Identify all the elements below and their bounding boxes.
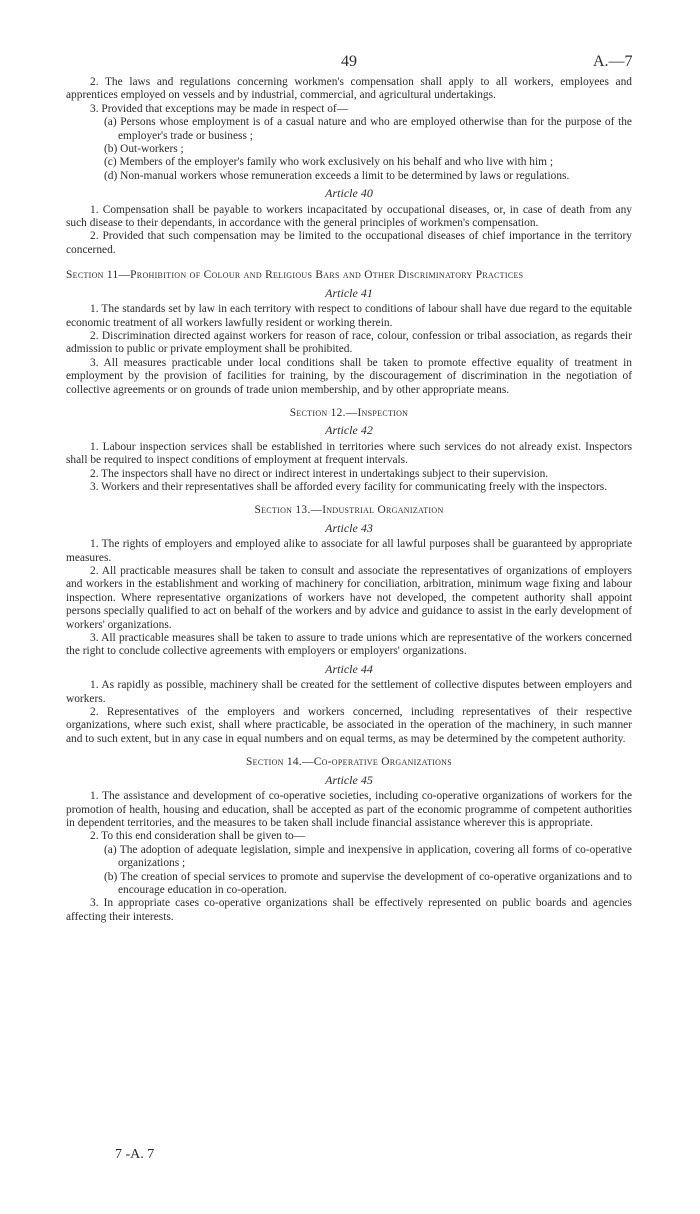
list-item: (a) Persons whose employment is of a casual nature and who are employed otherwise than for the purpose of the employer's trade or business ; xyxy=(104,116,632,142)
list-item: (a) The adoption of adequate legislation, simple and inexpensive in application, covering all forms of co-operative organizations ; xyxy=(104,843,632,870)
paragraph: 2. The inspectors shall have no direct or indirect interest in undertakings subject to their supervision. xyxy=(90,467,549,480)
list-item: (b) Out-workers ; xyxy=(104,143,184,156)
document-reference: A.—7 xyxy=(593,53,633,70)
paragraph: 1. The rights of employers and employed alike to associate for all lawful purposes shall be guaranteed by appropriate measures. xyxy=(66,538,632,564)
list-item: (b) The creation of special services to promote and supervise the development of co-operative organizations and to encourage education in co-operation. xyxy=(104,870,632,896)
paragraph: 2. To this end consideration shall be given to— xyxy=(90,830,306,843)
paragraph: 3. All measures practicable under local conditions shall be taken to promote effective equality of treatment in employment by the provision of facilities for training, by the discouragement of discrimination in the negotiation of collective agreements or on grounds of trade union membership, and by other appropriate means. xyxy=(66,356,632,396)
section-heading: Section 14.—Co-operative Organizations xyxy=(246,756,452,769)
article-heading: Article 43 xyxy=(325,520,373,535)
article-heading: Article 44 xyxy=(325,661,373,676)
document-body xyxy=(66,76,632,924)
paragraph: 2. Representatives of the employers and workers concerned, including representatives of their respective organizations, where such exist, shall where practicable, be associated in the operation of the machinery, in such manner and to such extent, but in any case in equal numbers and on equal terms, as may be determined by the competent authority. xyxy=(66,706,632,745)
paragraph: 1. As rapidly as possible, machinery shall be created for the settlement of collective disputes between employers and workers. xyxy=(66,679,632,705)
sheet-mark: 7 -A. 7 xyxy=(115,1147,155,1162)
section-heading: Section 13.—Industrial Organization xyxy=(254,504,444,517)
paragraph: 1. The assistance and development of co-operative societies, including co-operative organizations of workers for the promotion of health, housing and education, shall be accepted as part of the economic programme of competent authorities in dependent territories, and the measures to be taken shall include financial assistance wherever this is appropriate. xyxy=(66,790,632,829)
paragraph: 3. All practicable measures shall be taken to assure to trade unions which are representative of the workers concerned the right to conclude collective agreements with employers or employers' organizations. xyxy=(66,632,632,658)
paragraph: 2. Discrimination directed against workers for reason of race, colour, confession or tribal association, as regards their admission to public or private employment shall be prohibited. xyxy=(66,329,632,356)
article-heading: Article 42 xyxy=(325,423,373,438)
paragraph: 1. Compensation shall be payable to workers incapacitated by occupational diseases, or, in case of death from any such disease to their dependants, in accordance with the general principles of workmen's compensation. xyxy=(66,203,632,230)
paragraph: 3. Workers and their representatives shall be afforded every facility for communicating freely with the inspectors. xyxy=(90,480,608,493)
list-item: (d) Non-manual workers whose remuneration exceeds a limit to be determined by laws or regulations. xyxy=(104,169,570,182)
paragraph: 1. Labour inspection services shall be established in territories where such services do not already exist. Inspectors shall be required to inspect conditions of employment at frequent intervals. xyxy=(66,440,632,467)
section-heading: Section 12.—Inspection xyxy=(289,406,409,419)
paragraph: 3. Provided that exceptions may be made in respect of— xyxy=(90,102,349,115)
page-number: 49 xyxy=(341,53,357,70)
article-heading: Article 40 xyxy=(325,186,373,201)
paragraph: 2. All practicable measures shall be taken to consult and associate the representatives of organizations of employers and workers in the establishment and working of machinery for conciliation, arbitration, minimum wage fixing and labour inspection. Where representative organizations of workers have not developed, the competent authority shall appoint persons specially qualified to act on behalf of the workers and by advice and guidance to assist in the early development of workers' organizations. xyxy=(66,565,632,631)
paragraph: 2. Provided that such compensation may be limited to the occupational diseases of chief importance in the territory concerned. xyxy=(66,230,632,256)
list-item: (c) Members of the employer's family who work exclusively on his behalf and who live with him ; xyxy=(104,156,554,169)
paragraph: 3. In appropriate cases co-operative organizations shall be effectively represented on public boards and agencies affecting their interests. xyxy=(66,897,632,923)
paragraph: 1. The standards set by law in each territory with respect to conditions of labour shall have due regard to the equitable economic treatment of all workers lawfully resident or working therein. xyxy=(66,303,632,329)
article-heading: Article 45 xyxy=(325,772,373,787)
section-heading: Section 11—Prohibition of Colour and Religious Bars and Other Discriminatory Practices xyxy=(66,269,524,282)
article-heading: Article 41 xyxy=(325,285,373,300)
paragraph: 2. The laws and regulations concerning workmen's compensation shall apply to all workers, employees and apprentices employed on vessels and by industrial, commercial, and agricultural undertakings. xyxy=(66,76,632,102)
